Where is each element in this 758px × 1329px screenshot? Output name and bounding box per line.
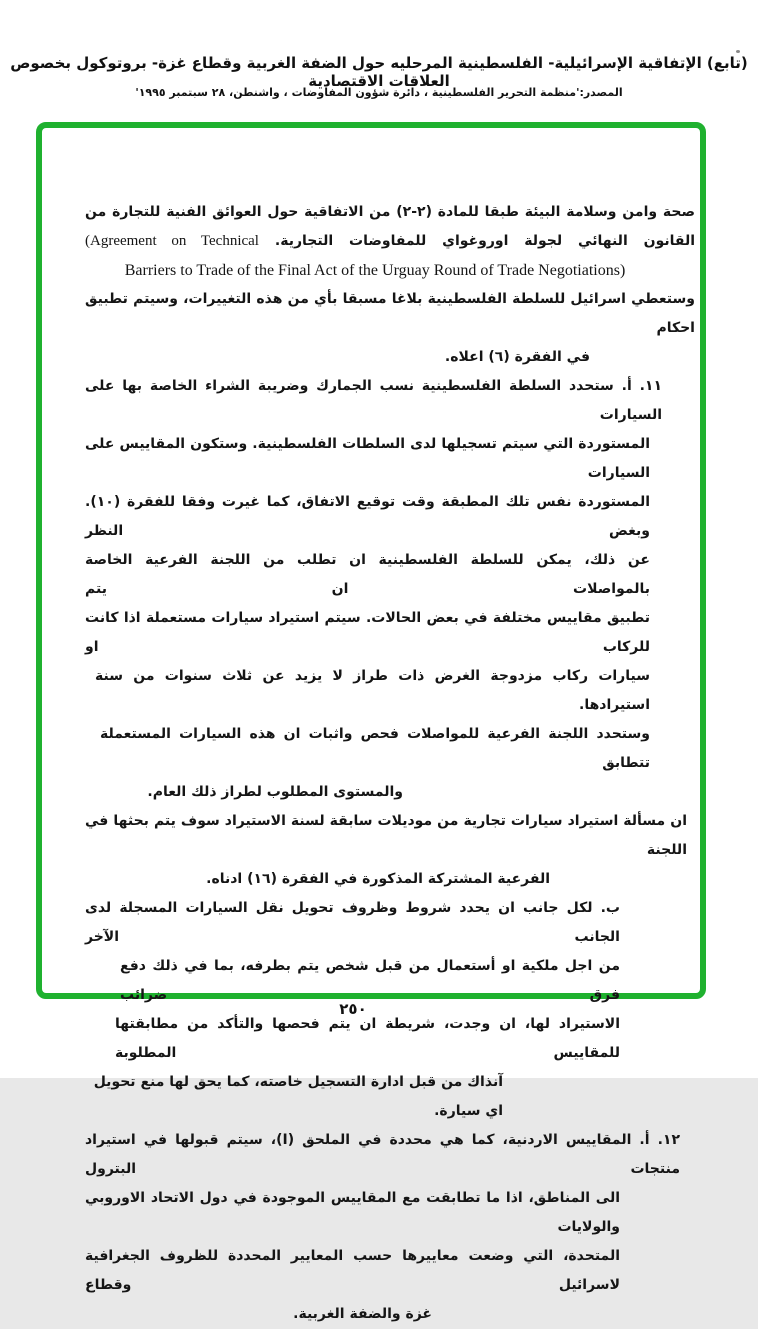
item11-line-3: المستوردة نفس تلك المطبقة وقت توقيع الاتفاق، كما غيرت وفقا للفقرة (١٠). وبغض النظر bbox=[85, 494, 650, 539]
item11-line-1: ١١. أ. ستحدد السلطة الفلسطينية نسب الجمارك وضريبة الشراء الخاصة بها على السيارات bbox=[85, 378, 662, 423]
item12-line-3: المتحدة، التي وضعت معاييرها حسب المعايير المحددة للظروف الجغرافية لاسرائيل وقطاع bbox=[85, 1248, 620, 1293]
note-line-2: الفرعية المشتركة المذكورة في الفقرة (١٦) ادناه. bbox=[206, 871, 550, 887]
note-line-1: ان مسألة استيراد سيارات تجارية من موديلات سابقة لسنة الاستيراد سوف يتم بحثها في اللجنة bbox=[85, 813, 687, 858]
itemB-line-2: من اجل ملكية او أستعمال من قبل شخص يتم بطرفه، بما في ذلك دفع فرق ضرائب bbox=[120, 958, 620, 1003]
itemB-line-4: آنذاك من قبل ادارة التسجيل خاصته، كما يحق لها منع تحويل اي سيارة. bbox=[93, 1074, 503, 1119]
intro-line-5: في الفقرة (٦) اعلاه. bbox=[444, 349, 590, 365]
intro-line-2 bbox=[85, 227, 695, 256]
item12-line-1: ١٢. أ. المقاييس الاردنية، كما هي محددة في الملحق (I)، سيتم قبولها في استيراد منتجات البترول bbox=[85, 1132, 680, 1177]
intro-line-4: وستعطي اسرائيل للسلطة الفلسطينية بلاغا مسبقا بأي من هذه التغييرات، وسيتم تطبيق احكام bbox=[85, 291, 695, 336]
item11-line-2: المستوردة التي سيتم تسجيلها لدى السلطات الفلسطينية. وستكون المقاييس على السيارات bbox=[85, 436, 650, 481]
itemB-line-1: ب. لكل جانب ان يحدد شروط وظروف تحويل نقل السيارات المسجلة لدى الجانب الآخر bbox=[85, 900, 620, 945]
body-text-column bbox=[85, 198, 695, 1329]
intro-line-1: صحة وامن وسلامة البيئة طبقا للمادة (٢-٢) من الاتفاقية حول العوائق الفنية للتجارة من bbox=[85, 204, 695, 220]
item11-line-5: تطبيق مقاييس مختلفة في بعض الحالات. سيتم استيراد سيارات مستعملة اذا كانت للركاب او bbox=[85, 610, 650, 655]
document-title: (تابع) الإتفاقية الإسرائيلية- الفلسطينية المرحليه حول الضفة الغربية وقطاع غزة- بروتوكول بخصوص العلاقات الاقتصادية bbox=[10, 54, 748, 90]
intro-line-2-arabic: القانون النهائي لجولة اوروغواي للمفاوضات التجارية. bbox=[274, 233, 696, 249]
intro-line-2-english: (Agreement on Technical bbox=[85, 233, 259, 249]
itemB-line-3: الاستيراد لها، ان وجدت، شريطة ان يتم فحصها والتأكد من مطابقتها للمقاييس المطلوبة bbox=[115, 1016, 620, 1061]
item12-line-4: غزة والضفة الغربية. bbox=[293, 1306, 432, 1322]
item11-line-6: سيارات ركاب مزدوجة الغرض ذات طراز لا يزيد عن ثلاث سنوات من سنة استيرادها. bbox=[95, 668, 650, 713]
item12-line-2: الى المناطق، اذا ما تطابقت مع المقاييس الموجودة في دول الاتحاد الاوروبي والولايات bbox=[85, 1190, 620, 1235]
item11-line-7: وستحدد اللجنة الفرعية للمواصلات فحص واثبات ان هذه السيارات المستعملة تتطابق bbox=[100, 726, 650, 771]
document-source-line: المصدر:'منظمة التحرير الفلسطينية ، دائرة شؤون المفاوضات ، واشنطن، ٢٨ سبتمبر ١٩٩٥' bbox=[135, 86, 623, 99]
intro-line-3-english: Barriers to Trade of the Final Act of the Urguay Round of Trade Negotiations) bbox=[124, 262, 626, 279]
scan-speck bbox=[736, 50, 740, 53]
item11-line-4: عن ذلك، يمكن للسلطة الفلسطينية ان تطلب من اللجنة الفرعية الخاصة بالمواصلات ان يتم bbox=[85, 552, 650, 597]
item11-line-8: والمستوى المطلوب لطراز ذلك العام. bbox=[147, 784, 403, 800]
page-number: ٢٥٠ bbox=[339, 1000, 367, 1018]
